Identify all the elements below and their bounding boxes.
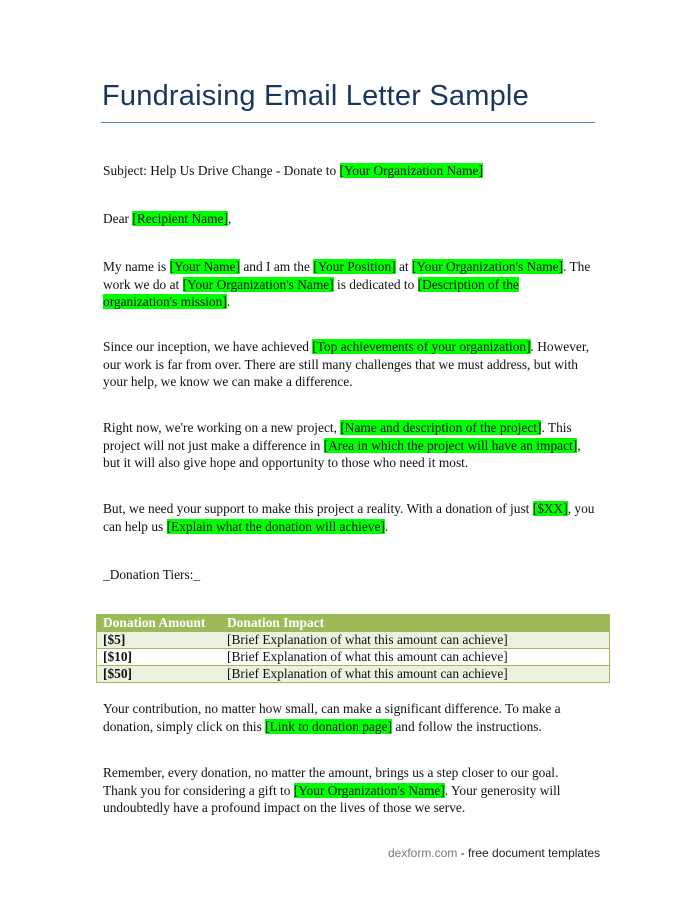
table-header-row: [97, 615, 610, 632]
placeholder-organization-name: [Your Organization Name]: [339, 163, 483, 178]
placeholder-project-name: [Name and description of the project]: [340, 420, 542, 435]
intro-text: My name is: [103, 259, 170, 274]
footer-credit: [388, 846, 600, 860]
contribution-text: Your contribution, no matter how small, can make a significant difference. To make a donation, simply click on this: [103, 701, 561, 734]
donation-tiers-table: [96, 614, 610, 683]
column-header-impact: Donation Impact: [221, 615, 610, 632]
table-row: [97, 632, 610, 649]
project-text: Right now, we're working on a new project,: [103, 420, 341, 435]
contribution-text: and follow the instructions.: [391, 718, 542, 734]
placeholder-top-achievements: [Top achievements of your organization]: [312, 339, 531, 354]
placeholder-impact-area: [Area in which the project will have an impact]: [323, 437, 578, 453]
intro-text: and I am the: [240, 259, 314, 274]
placeholder-donation-outcome: [Explain what the donation will achieve]: [166, 518, 385, 534]
cell-amount: [$5]: [97, 632, 222, 649]
achievements-paragraph: [103, 338, 595, 391]
tiers-heading: _Donation Tiers:_: [103, 567, 201, 582]
intro-paragraph: [103, 258, 595, 311]
closing-text: . Your generosity will undoubtedly have a profound impact on the lives of those we serve.: [103, 782, 561, 815]
cell-impact: [Brief Explanation of what this amount can achieve]: [221, 666, 610, 683]
greeting-line: [103, 210, 595, 228]
intro-text: at: [395, 259, 412, 274]
placeholder-donation-link: [Link to donation page]: [265, 718, 392, 734]
placeholder-mission-description: [Description of the organization's mission]: [103, 276, 519, 309]
footer-brand-link[interactable]: dexform.com: [388, 846, 458, 860]
support-text: .: [384, 518, 389, 534]
cell-impact: [Brief Explanation of what this amount can achieve]: [221, 632, 610, 649]
placeholder-donation-amount: [$XX]: [532, 501, 568, 516]
achievements-text: Since our inception, we have achieved: [103, 339, 313, 354]
closing-paragraph: [103, 764, 595, 817]
subject-text: Subject: Help Us Drive Change - Donate to: [103, 163, 340, 178]
footer-tagline: - free document templates: [457, 846, 601, 860]
cell-amount: [$10]: [97, 649, 222, 666]
intro-text: is dedicated to: [333, 276, 418, 292]
greeting-text: Dear: [103, 211, 133, 226]
placeholder-organization-name: [Your Organization's Name]: [182, 276, 334, 292]
cell-amount: [$50]: [97, 666, 222, 683]
subject-line: [103, 162, 595, 180]
placeholder-your-position: [Your Position]: [313, 259, 396, 274]
column-header-amount: Donation Amount: [97, 615, 222, 632]
support-paragraph: [103, 500, 595, 535]
placeholder-organization-name: [Your Organization's Name]: [293, 782, 445, 798]
support-text: But, we need your support to make this project a reality. With a donation of just: [103, 501, 533, 516]
closing-text: Remember, every donation, no matter the amount, brings us a step closer to our goal. Thank you for considering a gift to: [103, 765, 559, 798]
contribution-paragraph: [103, 700, 595, 735]
intro-text: . The work we do at: [103, 259, 591, 292]
cell-impact: [Brief Explanation of what this amount can achieve]: [221, 649, 610, 666]
intro-text: .: [226, 294, 231, 309]
project-text: . This project will not just make a difference in: [103, 420, 572, 453]
table-row: [97, 649, 610, 666]
document-title: Fundraising Email Letter Sample: [102, 80, 529, 112]
table-row: [97, 666, 610, 683]
project-text: , but it will also give hope and opportunity to those who need it most.: [103, 437, 581, 470]
title-divider: [101, 122, 595, 123]
greeting-suffix: ,: [227, 211, 232, 226]
placeholder-organization-name: [Your Organization's Name]: [411, 259, 564, 274]
placeholder-your-name: [Your Name]: [169, 259, 240, 274]
achievements-text: . However, our work is far from over. There are still many challenges that we must address, but with your help, we know we can make a difference.: [103, 339, 590, 389]
support-text: , you can help us: [103, 501, 595, 534]
project-paragraph: [103, 419, 595, 472]
placeholder-recipient-name: [Recipient Name]: [132, 211, 228, 226]
